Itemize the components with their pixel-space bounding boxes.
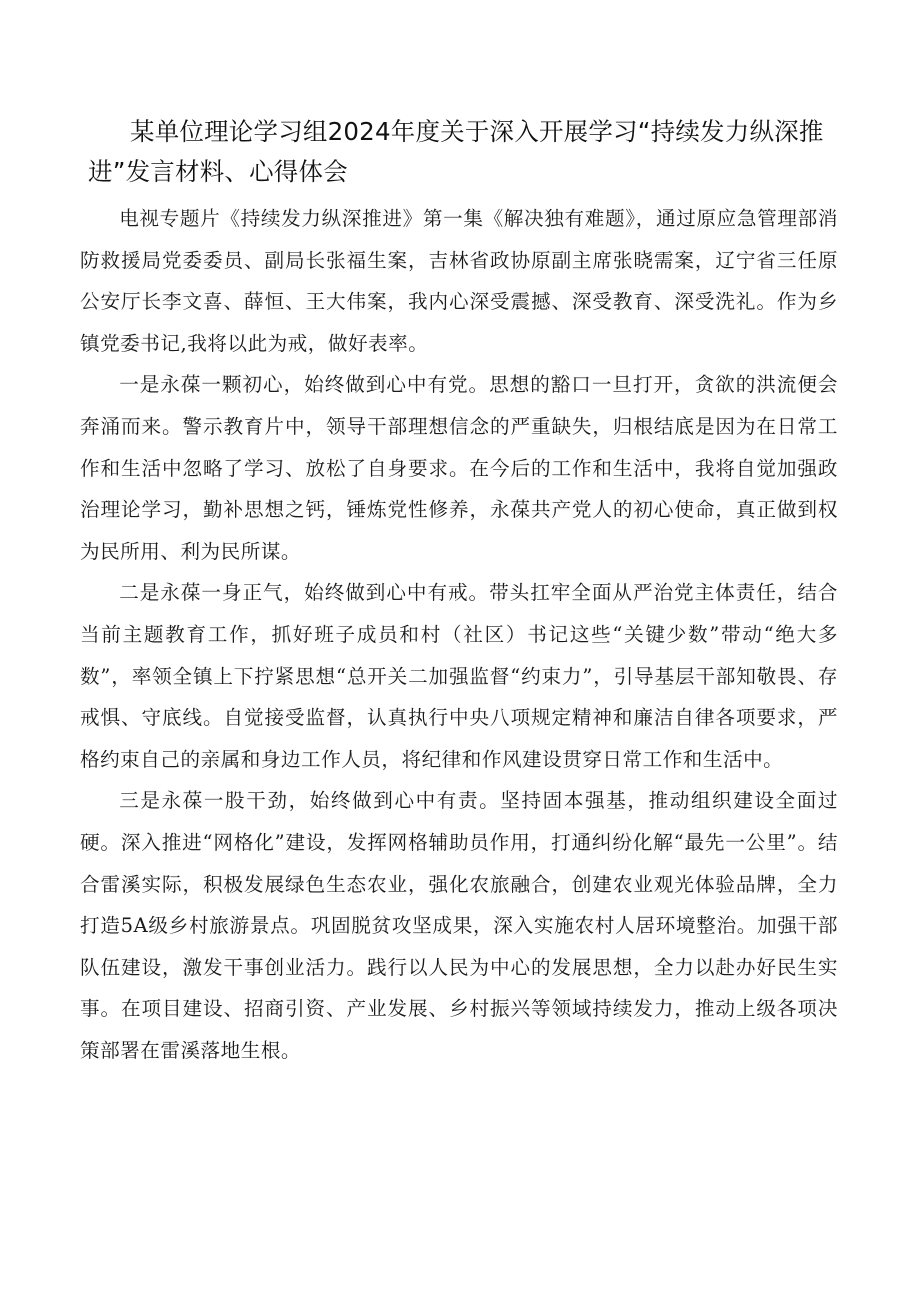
paragraph-point-three: 三是永葆一股干劲，始终做到心中有责。坚持固本强基，推动组织建设全面过硬。深入推进“网格化”建设，发挥网格辅助员作用，打通纠纷化解“最先一公里”。结合雷溪实际，积极发展绿色生态农业，强化农旅融合，创建农业观光体验品牌，全力打造5A级乡村旅游景点。巩固脱贫攻坚成果，深入实施农村人居环境整治。加强干部队伍建设，激发干事创业活力。践行以人民为中心的发展思想，全力以赴办好民生实事。在项目建设、招商引资、产业发展、乡村振兴等领域持续发力，推动上级各项决策部署在雷溪落地生根。 xyxy=(80,789,838,1062)
document-title: 某单位理论学习组2024年度关于深入开展学习“持续发力纵深推进”发言材料、心得体会 xyxy=(88,117,824,186)
paragraph-point-two: 二是永葆一身正气，始终做到心中有戒。带头扛牢全面从严治党主体责任，结合当前主题教育工作，抓好班子成员和村（社区）书记这些“关键少数”带动“绝大多数”，率领全镇上下拧紧思想“总开关二加强监督“约束力”，引导基层干部知敬畏、存戒惧、守底线。自觉接受监督，认真执行中央八项规定精神和廉洁自律各项要求，严格约束自己的亲属和身边工作人员，将纪律和作风建设贯穿日常工作和生活中。 xyxy=(80,581,838,771)
document-body xyxy=(80,198,838,1071)
paragraph-intro: 电视专题片《持续发力纵深推进》第一集《解决独有难题》，通过原应急管理部消防救援局党委委员、副局长张福生案，吉林省政协原副主席张晓需案，辽宁省三任原公安厅长李文喜、薛恒、王大伟案，我内心深受震撼、深受教育、深受洗礼。作为乡镇党委书记,我将以此为戒，做好表率。 xyxy=(80,207,838,355)
paragraph-point-one: 一是永葆一颗初心，始终做到心中有党。思想的豁口一旦打开，贪欲的洪流便会奔涌而来。警示教育片中，领导干部理想信念的严重缺失，归根结底是因为在日常工作和生活中忽略了学习、放松了自身要求。在今后的工作和生活中，我将自觉加强政治理论学习，勤补思想之钙，锤炼党性修养，永葆共产党人的初心使命，真正做到权为民所用、利为民所谋。 xyxy=(80,373,838,563)
